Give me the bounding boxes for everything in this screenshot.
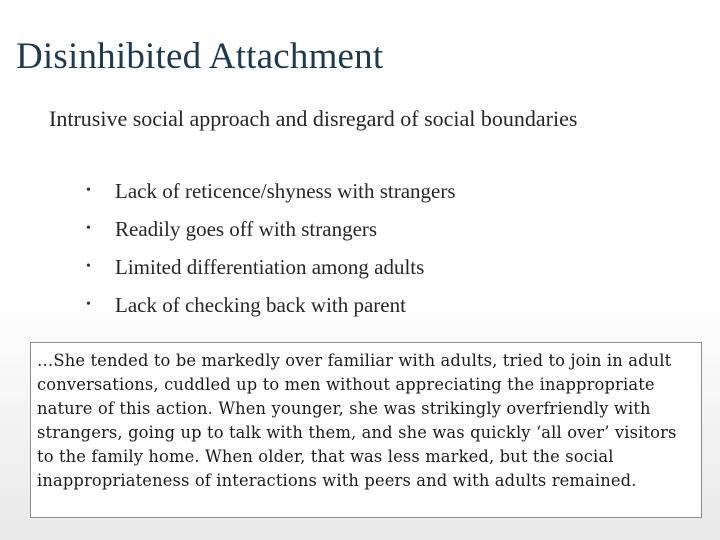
bullet-item [82,172,456,210]
bullet-item [82,210,456,248]
bullet-icon: • [86,259,91,274]
bullet-text: Lack of checking back with parent [115,292,406,317]
intro-text: Intrusive social approach and disregard of social boundaries [49,106,578,131]
bullet-list [82,172,456,324]
bullet-icon: • [86,221,91,236]
bullet-text: Readily goes off with strangers [115,216,378,241]
bullet-icon: • [86,183,91,198]
bullet-text: Limited differentiation among adults [115,254,425,279]
case-quote-box: …She tended to be markedly over familiar with adults, tried to join in adult conversations, cuddled up to men without appreciating the inappropriate nature of this action. When younger, she was strikingly overfriendly with strangers, going up to talk with them, and she was quickly ‘all over’ visitors to the family home. When older, that was less marked, but the social inappropriateness of interactions with peers and with adults remained. [30,342,702,518]
bullet-item [82,286,456,324]
slide-title: Disinhibited Attachment [16,36,384,77]
bullet-icon: • [86,297,91,312]
bullet-item [82,248,456,286]
bullet-text: Lack of reticence/shyness with strangers [115,178,456,203]
